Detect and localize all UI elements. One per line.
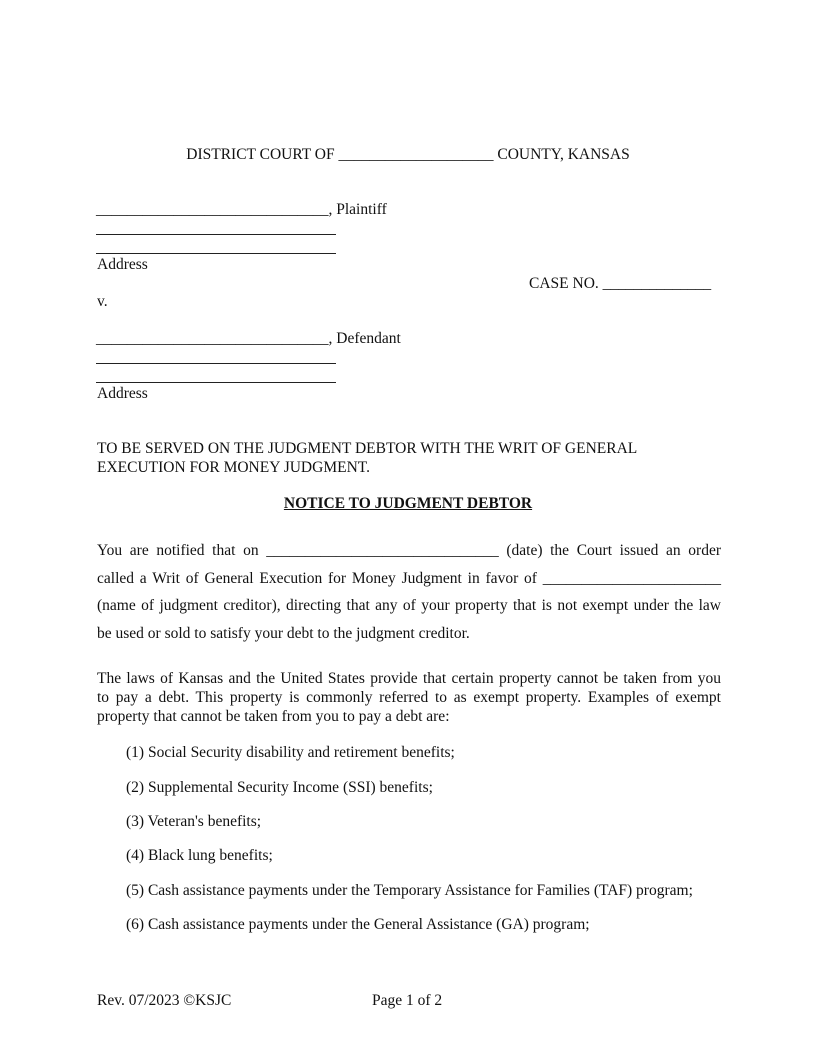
exempt-paragraph-line-1: The laws of Kansas and the United States provide that certain property cannot be taken from you [97,670,721,687]
list-item: (3) Veteran's benefits; [126,813,262,830]
footer-revision: Rev. 07/2023 ©KSJC [97,992,232,1009]
list-item: (4) Black lung benefits; [126,847,273,864]
exempt-paragraph-line-3: property that cannot be taken from you to pay a debt are: [97,708,450,725]
case-number-field[interactable]: CASE NO. ______________ [529,275,712,292]
defendant-address-line-2[interactable] [96,382,336,383]
notice-paragraph-line-1: You are notified that on ______________________________ (date) the Court issued an order [97,542,721,559]
defendant-address-label: Address [97,385,148,402]
notice-paragraph-line-2: called a Writ of General Execution for Money Judgment in favor of _______________________ [97,570,721,587]
list-item: (6) Cash assistance payments under the General Assistance (GA) program; [126,916,590,933]
plaintiff-address-line-1[interactable] [96,234,336,235]
notice-paragraph-line-4: be used or sold to satisfy your debt to the judgment creditor. [97,625,470,642]
list-item: (1) Social Security disability and retirement benefits; [126,744,455,761]
list-item: (2) Supplemental Security Income (SSI) benefits; [126,779,433,796]
versus-label: v. [97,293,108,310]
plaintiff-address-line-2[interactable] [96,253,336,254]
court-header: DISTRICT COURT OF ____________________ COUNTY, KANSAS [186,146,630,163]
list-item: (5) Cash assistance payments under the Temporary Assistance for Families (TAF) program; [126,882,693,899]
notice-title: NOTICE TO JUDGMENT DEBTOR [283,495,533,512]
defendant-name-line[interactable]: ______________________________, Defendant [96,330,401,347]
footer-page-number: Page 1 of 2 [372,992,443,1009]
exempt-paragraph-line-2: to pay a debt. This property is commonly referred to as exempt property. Examples of exempt [97,689,721,706]
notice-paragraph-line-3: (name of judgment creditor), directing that any of your property that is not exempt under the law [97,597,721,614]
defendant-address-line-1[interactable] [96,363,336,364]
service-instruction-line-1: TO BE SERVED ON THE JUDGMENT DEBTOR WITH THE WRIT OF GENERAL [97,440,638,457]
plaintiff-name-line[interactable]: ______________________________, Plaintiff [96,201,387,218]
plaintiff-address-label: Address [97,256,148,273]
service-instruction-line-2: EXECUTION FOR MONEY JUDGMENT. [97,459,370,476]
